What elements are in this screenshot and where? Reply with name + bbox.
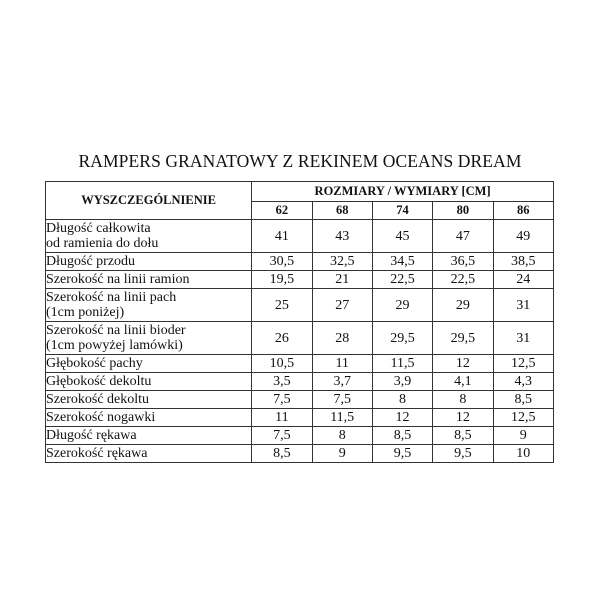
row-label-line: Długość całkowita <box>46 221 151 236</box>
measurement-cell: 4,3 <box>493 373 553 391</box>
measurement-cell: 10 <box>493 445 553 463</box>
measurement-cell: 41 <box>252 220 312 253</box>
row-label <box>46 355 252 373</box>
measurement-cell: 26 <box>252 322 312 355</box>
measurement-cell: 12 <box>433 409 493 427</box>
measurement-cell: 36,5 <box>433 253 493 271</box>
row-label <box>46 391 252 409</box>
measurement-cell: 3,7 <box>312 373 372 391</box>
measurement-cell: 3,9 <box>372 373 432 391</box>
row-label <box>46 253 252 271</box>
row-label <box>46 220 252 253</box>
measurement-cell: 25 <box>252 289 312 322</box>
size-header-80: 80 <box>433 201 493 219</box>
row-label-line: Szerokość rękawa <box>46 446 148 461</box>
measurement-cell: 8,5 <box>372 427 432 445</box>
row-label <box>46 289 252 322</box>
measurement-cell: 47 <box>433 220 493 253</box>
table-row <box>46 220 554 253</box>
measurement-cell: 12,5 <box>493 355 553 373</box>
table-row <box>46 445 554 463</box>
row-label <box>46 409 252 427</box>
row-label-line: Długość rękawa <box>46 428 137 443</box>
measurement-cell: 12 <box>372 409 432 427</box>
measurement-cell: 9 <box>493 427 553 445</box>
table-row <box>46 373 554 391</box>
measurement-cell: 9 <box>312 445 372 463</box>
size-header-68: 68 <box>312 201 372 219</box>
measurement-cell: 34,5 <box>372 253 432 271</box>
table-body <box>46 220 554 463</box>
row-label-line: od ramienia do dołu <box>46 236 159 251</box>
row-label <box>46 427 252 445</box>
measurement-cell: 32,5 <box>312 253 372 271</box>
row-label <box>46 271 252 289</box>
row-label <box>46 445 252 463</box>
measurement-cell: 22,5 <box>372 271 432 289</box>
measurement-cell: 7,5 <box>252 391 312 409</box>
measurement-cell: 8,5 <box>252 445 312 463</box>
measurement-cell: 22,5 <box>433 271 493 289</box>
measurement-cell: 24 <box>493 271 553 289</box>
table-row <box>46 253 554 271</box>
table-row <box>46 289 554 322</box>
size-header-62: 62 <box>252 201 312 219</box>
row-label <box>46 373 252 391</box>
measurement-cell: 29 <box>372 289 432 322</box>
measurement-cell: 4,1 <box>433 373 493 391</box>
measurement-cell: 49 <box>493 220 553 253</box>
table-row <box>46 409 554 427</box>
measurement-cell: 29 <box>433 289 493 322</box>
row-label-line: Szerokość na linii bioder <box>46 323 186 338</box>
row-label-line: Szerokość na linii ramion <box>46 272 190 287</box>
measurement-cell: 9,5 <box>372 445 432 463</box>
table-row <box>46 427 554 445</box>
size-table <box>45 181 554 463</box>
measurement-cell: 3,5 <box>252 373 312 391</box>
measurement-cell: 19,5 <box>252 271 312 289</box>
row-label <box>46 322 252 355</box>
measurement-cell: 28 <box>312 322 372 355</box>
measurement-cell: 7,5 <box>252 427 312 445</box>
measurement-cell: 11 <box>252 409 312 427</box>
size-header-74: 74 <box>372 201 432 219</box>
measurement-cell: 38,5 <box>493 253 553 271</box>
measurement-cell: 8 <box>372 391 432 409</box>
measurement-cell: 12,5 <box>493 409 553 427</box>
row-label-line: Szerokość nogawki <box>46 410 156 425</box>
row-label-line: (1cm powyżej lamówki) <box>46 338 183 353</box>
measurement-cell: 21 <box>312 271 372 289</box>
measurement-cell: 12 <box>433 355 493 373</box>
measurement-cell: 8,5 <box>433 427 493 445</box>
table-row <box>46 322 554 355</box>
measurement-cell: 9,5 <box>433 445 493 463</box>
measurement-cell: 27 <box>312 289 372 322</box>
row-label-line: Głębokość dekoltu <box>46 374 152 389</box>
measurement-cell: 31 <box>493 289 553 322</box>
measurement-cell: 45 <box>372 220 432 253</box>
measurement-cell: 29,5 <box>433 322 493 355</box>
size-header-86: 86 <box>493 201 553 219</box>
row-label-line: Głębokość pachy <box>46 356 143 371</box>
measurement-cell: 11,5 <box>372 355 432 373</box>
row-label-line: Szerokość na linii pach <box>46 290 177 305</box>
measurement-cell: 10,5 <box>252 355 312 373</box>
measurement-cell: 11,5 <box>312 409 372 427</box>
row-label-line: Długość przodu <box>46 254 136 269</box>
measurement-cell: 8 <box>312 427 372 445</box>
measurement-cell: 30,5 <box>252 253 312 271</box>
measurement-cell: 43 <box>312 220 372 253</box>
table-row <box>46 391 554 409</box>
table-row <box>46 271 554 289</box>
measurement-cell: 8,5 <box>493 391 553 409</box>
table-row <box>46 355 554 373</box>
measurement-cell: 8 <box>433 391 493 409</box>
label-column-header: WYSZCZEGÓLNIENIE <box>46 182 252 220</box>
row-label-line: Szerokość dekoltu <box>46 392 150 407</box>
sizes-group-header: ROZMIARY / WYMIARY [CM] <box>252 182 554 202</box>
measurement-cell: 29,5 <box>372 322 432 355</box>
measurement-cell: 31 <box>493 322 553 355</box>
measurement-cell: 7,5 <box>312 391 372 409</box>
row-label-line: (1cm poniżej) <box>46 305 125 320</box>
document-title: RAMPERS GRANATOWY Z REKINEM OCEANS DREAM <box>78 151 522 171</box>
measurement-cell: 11 <box>312 355 372 373</box>
